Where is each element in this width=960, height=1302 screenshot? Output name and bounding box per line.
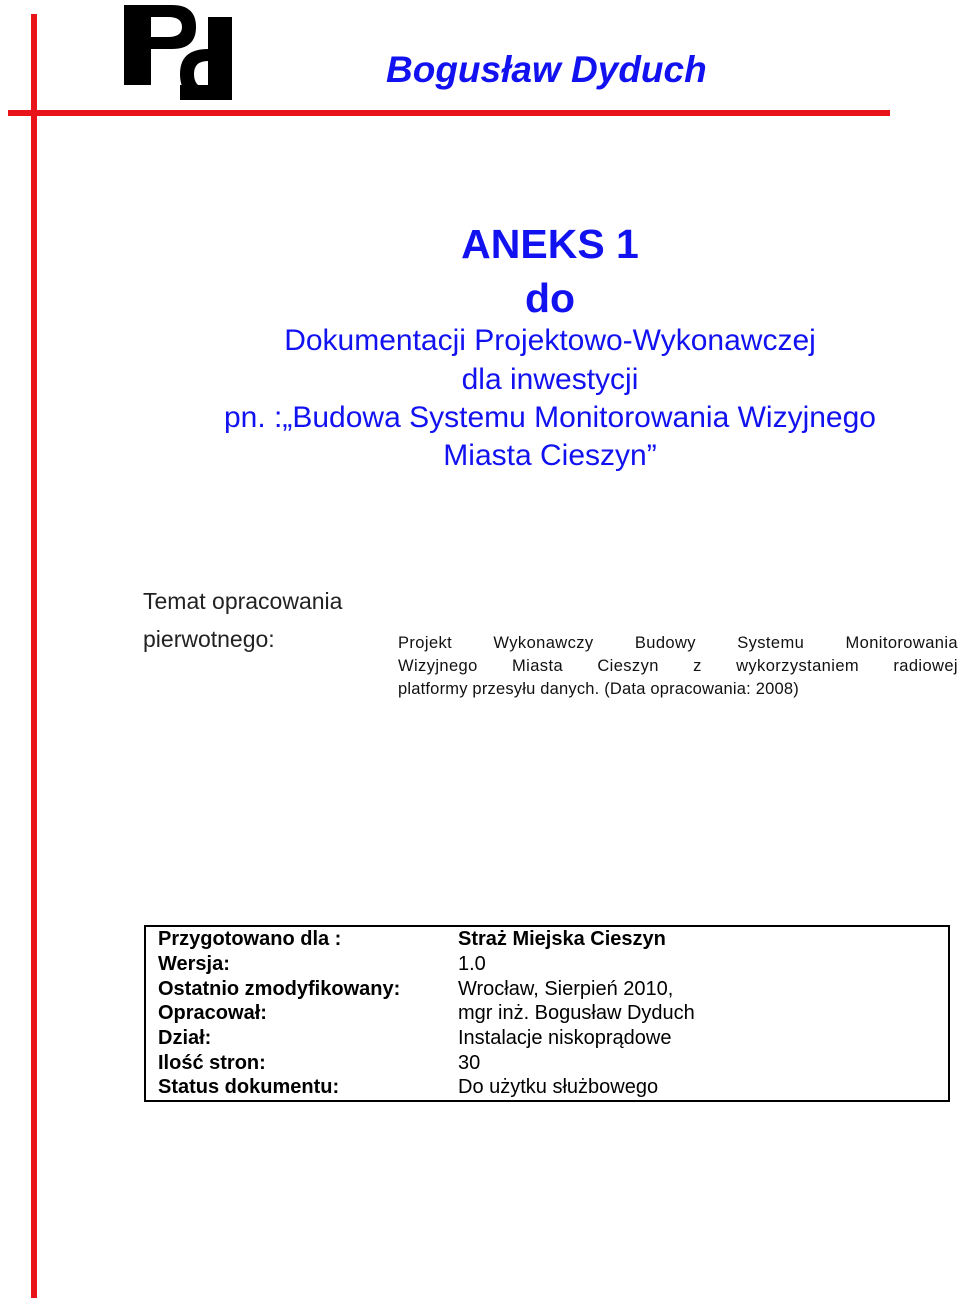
meta-value: Straż Miejska Cieszyn (446, 926, 949, 952)
documentation-title: Dokumentacji Projektowo-Wykonawczej (284, 324, 816, 357)
table-row (145, 1050, 949, 1075)
annex-title: ANEKS 1 (461, 221, 639, 267)
investment-label: dla inwestycji (461, 363, 639, 396)
meta-key: Wersja: (145, 952, 446, 977)
meta-key: Ilość stron: (145, 1050, 446, 1075)
meta-key: Status dokumentu: (145, 1075, 446, 1101)
meta-value: Wrocław, Sierpień 2010, (446, 976, 949, 1001)
meta-key: Ostatnio zmodyfikowany: (145, 976, 446, 1001)
description-line: Wizyjnego Miasta Cieszyn z wykorzystaniem radiowej (398, 657, 958, 675)
document-metadata-table (144, 925, 950, 1102)
investment-name: pn. :„Budowa Systemu Monitorowania Wizyjnego (224, 401, 876, 434)
investment-name-continued: Miasta Cieszyn” (443, 439, 657, 472)
subject-label: Temat opracowania (143, 588, 343, 614)
table-row (145, 926, 949, 952)
table-row (145, 1001, 949, 1026)
meta-value: 30 (446, 1050, 949, 1075)
description-line: Projekt Wykonawczy Budowy Systemu Monitorowania (398, 634, 958, 652)
pd-monogram-logo (124, 5, 234, 100)
meta-key: Przygotowano dla : (145, 926, 446, 952)
meta-key: Dział: (145, 1026, 446, 1051)
original-project-description (398, 632, 958, 701)
table-row (145, 1026, 949, 1051)
meta-value: Instalacje niskoprądowe (446, 1026, 949, 1051)
red-horizontal-rule (8, 110, 890, 116)
red-vertical-rule (31, 14, 37, 1298)
table-row (145, 952, 949, 977)
meta-key: Opracował: (145, 1001, 446, 1026)
description-line: platformy przesyłu danych. (Data opracowania: 2008) (398, 680, 799, 698)
meta-value: 1.0 (446, 952, 949, 977)
author-name: Bogusław Dyduch (386, 49, 707, 90)
table-row (145, 976, 949, 1001)
meta-value: Do użytku służbowego (446, 1075, 949, 1101)
subject-label-continued: pierwotnego: (143, 626, 275, 652)
meta-value: mgr inż. Bogusław Dyduch (446, 1001, 949, 1026)
annex-title-connector: do (524, 275, 576, 321)
table-row (145, 1075, 949, 1101)
